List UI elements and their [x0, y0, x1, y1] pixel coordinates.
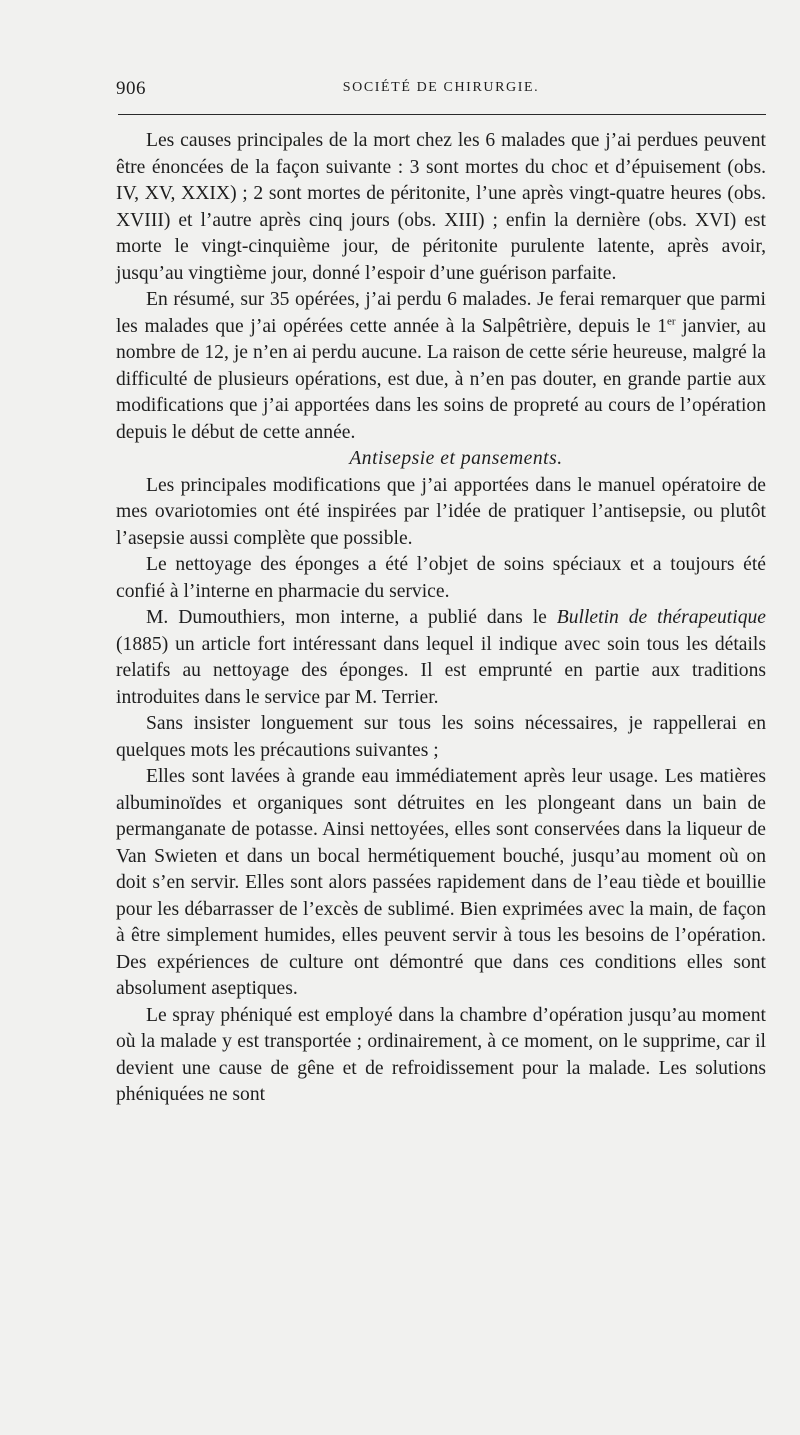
paragraph-dumouthiers: M. Dumouthiers, mon interne, a publié dans le Bulletin de thérapeutique (1885) un article fort intéressant dans lequel il indique avec soin tous les détails relatifs au nettoyage des éponges. Il est emprunté en partie aux traditions introduites dans le service par M. Terrier. [116, 607, 766, 708]
paragraph-causes-of-death: Les causes principales de la mort chez les 6 malades que j’ai perdues peuvent être énoncées de la façon suivante : 3 sont mortes du choc et d’épuisement (obs. IV, XV, XXIX) ; 2 sont mortes de péritonite, l’une après vingt-quatre heures (obs. XVIII) et l’autre après cinq jours (obs. XIII) ; enfin la dernière (obs. XVI) est morte le vingt-cinquième jour, de péritonite purulente latente, après avoir, jusqu’au vingtième jour, donné l’espoir d’une guérison parfaite. [116, 130, 766, 284]
paragraph-summary: En résumé, sur 35 opérées, j’ai perdu 6 malades. Je ferai remarquer que parmi les malades que j’ai opérées cette année à la Salpêtrière, depuis le 1er janvier, au nombre de 12, je n’en ai perdu aucune. La raison de cette série heureuse, malgré la difficulté de plusieurs opérations, est due, à n’en pas douter, en grande partie aux modifications que j’ai apportées dans les soins de propreté au cours de l’opération depuis le début de cette année. [116, 289, 766, 443]
page-header [116, 78, 766, 102]
header-rule [118, 114, 766, 115]
superscript-er: er [667, 314, 676, 327]
paragraph-modifications: Les principales modifications que j’ai apportées dans le manuel opératoire de mes ovariotomies ont été inspirées par l’idée de pratiquer l’antisepsie, ou plutôt l’asepsie aussi complète que possible. [116, 474, 766, 549]
body-text [116, 128, 766, 1109]
section-title: Antisepsie et pansements. [349, 448, 563, 469]
paragraph-precautions: Sans insister longuement sur tous les soins nécessaires, je rappellerai en quelques mots les précautions suivantes ; [116, 713, 766, 761]
paragraph-washing: Elles sont lavées à grande eau immédiatement après leur usage. Les matières albuminoïdes et organiques sont détruites en les plongeant dans un bain de permanganate de potasse. Ainsi nettoyées, elles sont conservées dans la liqueur de Van Swieten et dans un bocal hermétiquement bouché, jusqu’au moment où on doit s’en servir. Elles sont alors passées rapidement dans de l’eau tiède et bouillie pour les débarrasser de l’excès de sublimé. Bien exprimées avec la main, de façon à être simplement humides, elles peuvent servir à tous les besoins de l’opération. Des expériences de culture ont démontré que dans ces conditions elles sont absolument aseptiques. [116, 766, 766, 999]
paragraph-spray: Le spray phéniqué est employé dans la chambre d’opération jusqu’au moment où la malade y est transportée ; ordinairement, à ce moment, on le supprime, car il devient une cause de gêne et de refroidissement pour la malade. Les solutions phéniquées ne sont [116, 1004, 766, 1105]
page-number: 906 [116, 78, 146, 99]
paragraph-sponges: Le nettoyage des éponges a été l’objet de soins spéciaux et a toujours été confié à l’interne en pharmacie du service. [116, 554, 766, 602]
journal-title: Bulletin de thérapeutique [556, 607, 766, 628]
running-head: SOCIÉTÉ DE CHIRURGIE. [342, 80, 540, 95]
